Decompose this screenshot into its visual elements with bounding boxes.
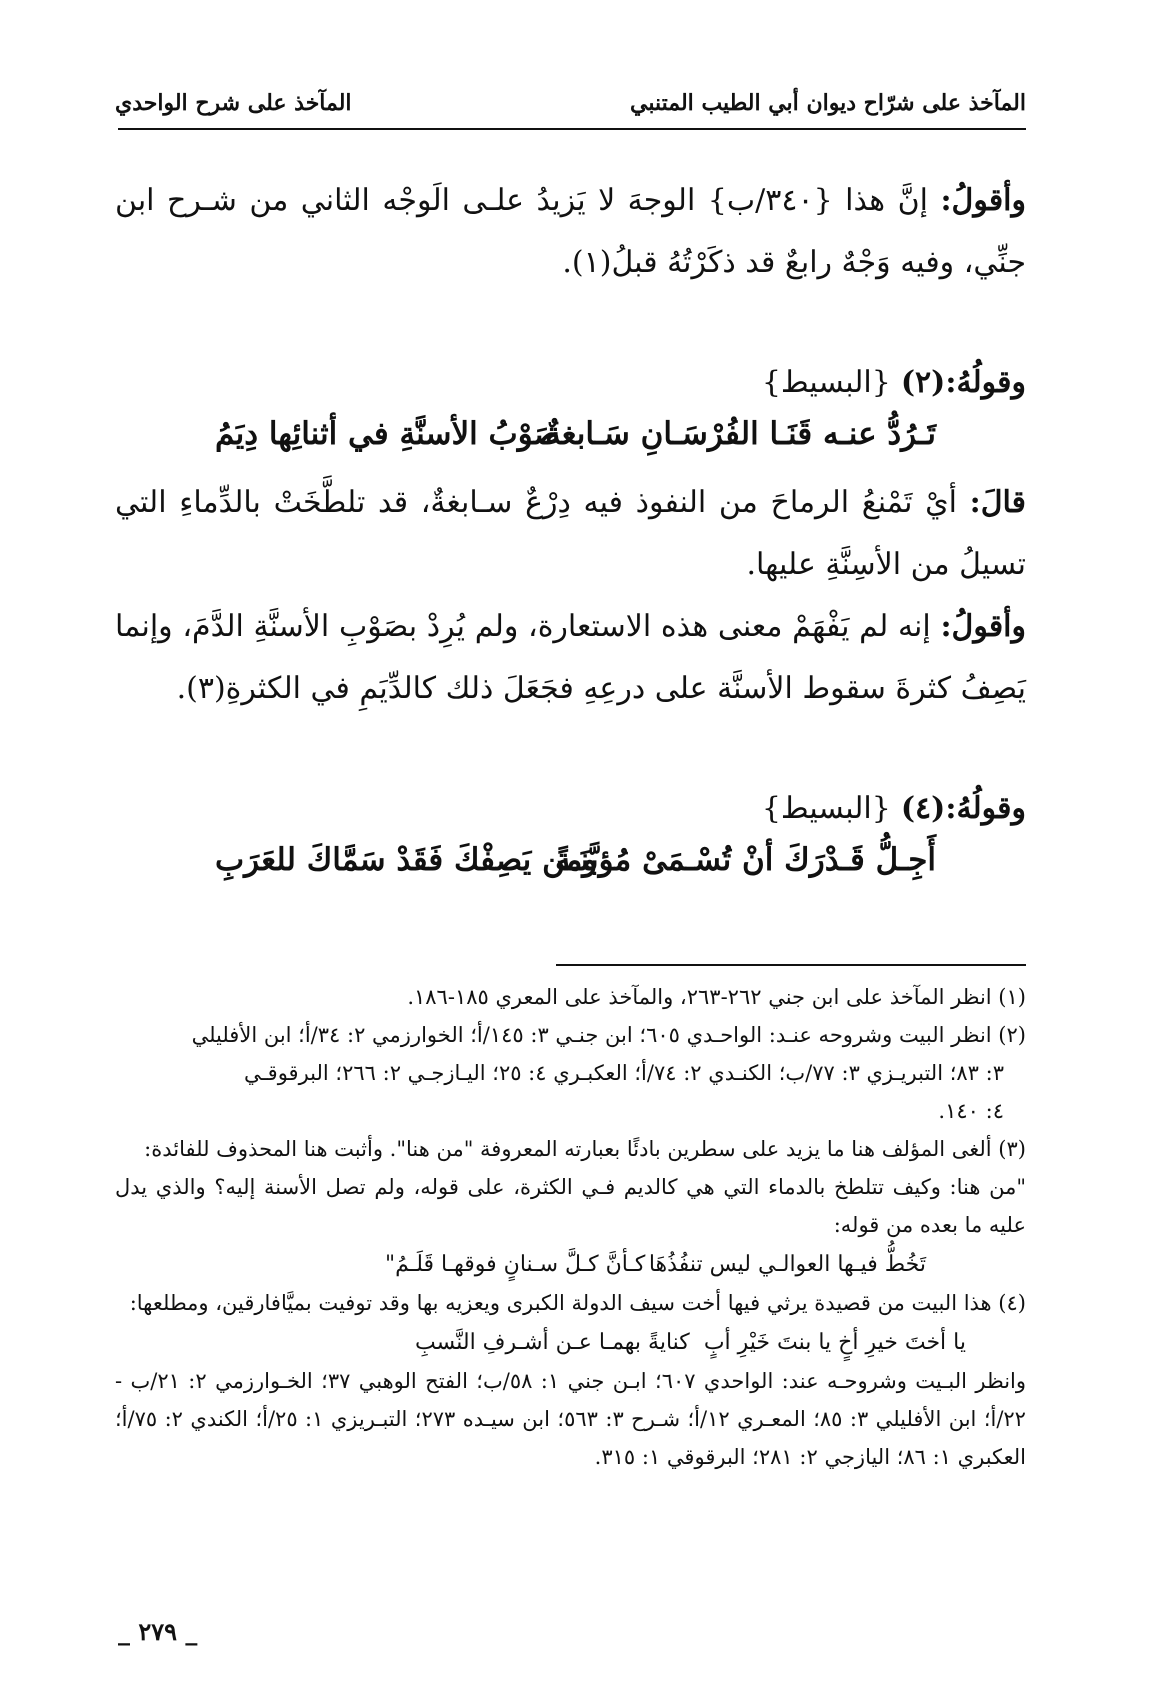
footnote-4-sources: وانظر البـيت وشروحـه عند: الواحدي ٦٠٧؛ ابـن جني ١: ٥٨/ب؛ الفتح الوهبي ٣٧؛ الخـوارزمي ٢: ٢١/ب - ٢٢/أ؛ ابن الأفليلي ٣: ٨٥؛ المعـري ١٢/أ؛ شـرح ٣: ٥٦٣؛ ابن سيـده ٢٧٣؛ التبـريزي ١: ٢٥/أ؛ الكندي ٢: ٧٥/أ؛ العكبري ١: ٨٦؛ اليازجي ٢: ٢٨١؛ البرقوقي ١: ٣١٥.	[115, 1369, 1027, 1469]
verse-2-meter: {البسيط}	[761, 791, 891, 826]
paragraph-2	[115, 472, 1026, 596]
footnote-4-verse	[115, 1322, 1026, 1362]
footnotes	[115, 978, 1026, 1476]
footnote-4: (٤) هذا البيت من قصيدة يرثي فيها أخت سيف الدولة الكبرى ويعزيه بها وقد توفيت بميَّافارقين، ومطلعها:	[129, 1291, 1026, 1315]
footnote-4-verse-first: يا أختَ خيرِ أخٍ يا بنتَ خَيْرِ أبٍ	[703, 1330, 966, 1355]
paragraph-3-lead: وأقولُ:	[940, 609, 1026, 644]
header-book-title: المآخذ على شرّاح ديوان أبي الطيب المتنبي	[630, 90, 1026, 116]
footnote-2-line-2: ٣: ٨٣؛ التبريـزي ٣: ٧٧/ب؛ الكنـدي ٢: ٧٤/أ؛ العكبـري ٤: ٢٥؛ اليـازجـي ٢: ٢٦٦؛ البرقوقـي	[244, 1061, 1004, 1085]
verse-1-intro: وقولُهُ:(٢)	[900, 365, 1026, 400]
verse-2	[115, 838, 1026, 898]
paragraph-2-text: أيْ تَمْنعُ الرماحَ من النفوذ فيه دِرْعٌ سـابغةٌ، قد تلطَّخَتْ بالدِّماءِ التي تسيلُ من الأسِنَّةِ عليها.	[115, 485, 1026, 582]
footnote-4-verse-second: كنايةً بهمـا عـن أشـرفِ النَّسبِ	[415, 1330, 690, 1355]
footnote-3-verse	[115, 1244, 1026, 1284]
paragraph-1-text: إنَّ هذا {٣٤٠/ب} الوجهَ لا يَزيدُ علـى الَوجْه الثاني من شـرح ابن جنِّي، وفيه وَجْهٌ رابعٌ قد ذكَرْتُهُ قبلُ(١).	[115, 183, 1026, 280]
footnote-3-verse-second: كـأنَّ كـلَّ سـنانٍ فوقهـا قَلَـمُ"	[385, 1252, 646, 1277]
verse-2-first-hemistich: أَجِـلُّ قَـدْرَكَ أنْ تُسْـمَىْ مُؤبَّنَـةً	[554, 842, 936, 878]
footnote-3-quote: "من هنا: وكيف تتلطخ بالدماء التي هي كالديم فـي الكثرة، على قوله، ولم تصل الأسنة إليه؟ والذي يدل عليه ما بعده من قوله:	[115, 1175, 1026, 1237]
verse-1-meter: {البسيط}	[761, 365, 891, 400]
footnote-2: (٢) انظر البيت وشروحه عنـد: الواحـدي ٦٠٥؛ ابن جنـي ٣: ١٤٥/أ؛ الخوارزمي ٢: ٣٤/أ؛ ابن الأفليلي	[191, 1023, 1026, 1047]
main-text	[115, 170, 1026, 898]
header-chapter-title: المآخذ على شرح الواحدي	[115, 90, 352, 116]
paragraph-3-text: إنه لم يَفْهَمْ معنى هذه الاستعارة، ولم يُرِدْ بصَوْبِ الأسنَّةِ الدَّمَ، وإنما يَصِفُ كثرةَ سقوط الأسنَّة على درعِهِ فجَعَلَ ذلك كالدِّيَمِ في الكثرةِ(٣).	[115, 609, 1026, 706]
header-rule	[118, 128, 1026, 130]
verse-2-second-hemistich: ومن يَصِفْكَ فَقَدْ سَمَّاكَ للعَرَبِ	[215, 842, 598, 878]
verse-2-intro: وقولُهُ:(٤)	[900, 791, 1026, 826]
verse-1-second-hemistich: صَوْبُ الأسنَّةِ في أثنائِها دِيَمُ	[215, 416, 561, 452]
verse-1-label	[115, 354, 1026, 412]
footnote-3: (٣) ألغى المؤلف هنا ما يزيد على سطرين بادئًا بعبارته المعروفة "من هنا". وأثبت هنا المحذوف للفائدة:	[144, 1137, 1026, 1161]
paragraph-3	[115, 596, 1026, 720]
paragraph-1	[115, 170, 1026, 294]
paragraph-1-lead: وأقولُ:	[940, 183, 1026, 218]
paragraph-2-lead: قالَ:	[969, 485, 1026, 520]
verse-1-first-hemistich: تَـرُدُّ عنـه قَنَـا الفُرْسَـانِ سَـابغةٌ	[545, 416, 936, 452]
verse-1	[115, 412, 1026, 472]
page-number: _ ٢٧٩ _	[118, 1617, 198, 1646]
running-header	[115, 84, 1026, 124]
verse-2-label	[115, 780, 1026, 838]
footnote-2-line-3: ٤: ١٤٠.	[938, 1099, 1004, 1123]
footnote-1: (١) انظر المآخذ على ابن جني ٢٦٢-٢٦٣، والمآخذ على المعري ١٨٥-١٨٦.	[407, 985, 1026, 1009]
footnote-3-verse-first: تَخُطُّ فيـها العوالـي ليس تنفُذُهَا	[648, 1252, 926, 1277]
